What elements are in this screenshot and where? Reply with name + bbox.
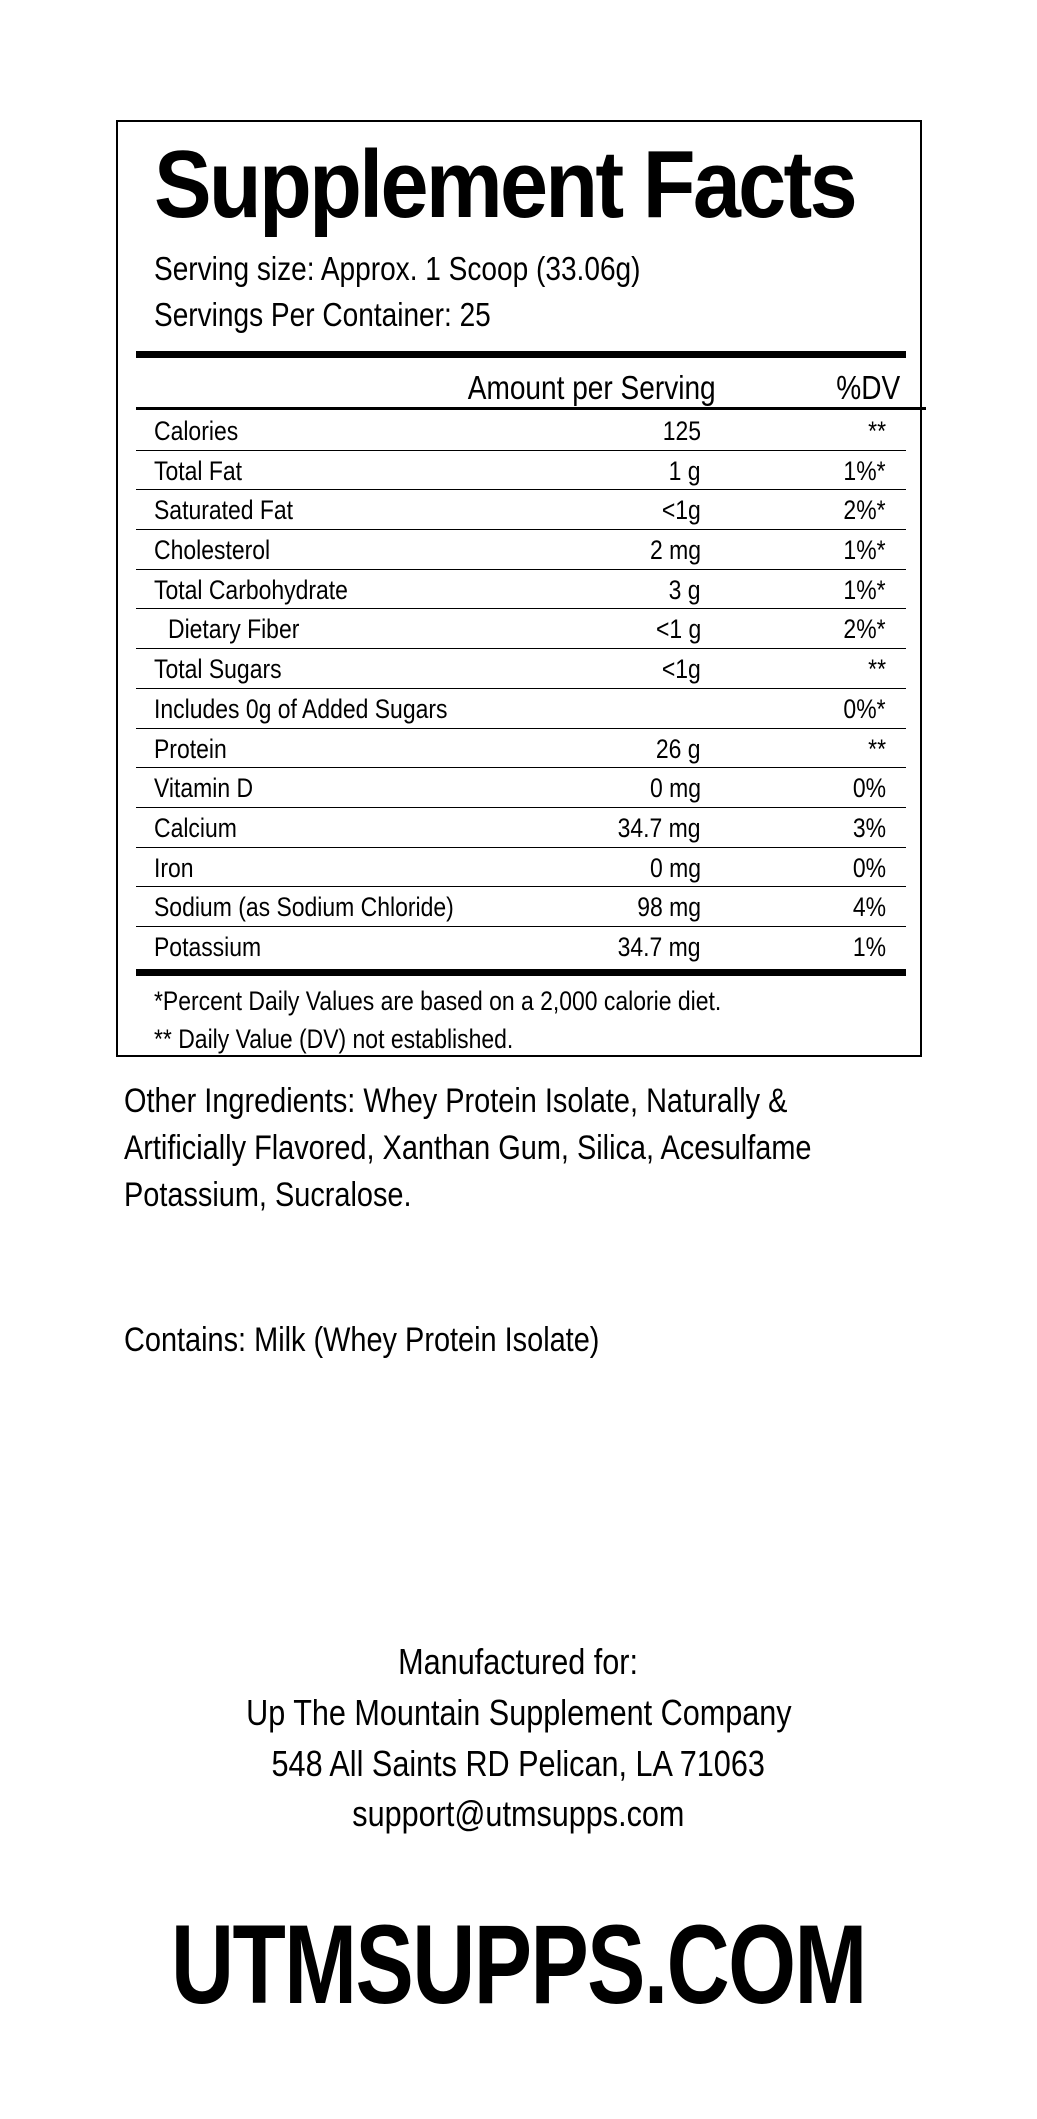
website-text: UTMSUPPS.COM — [171, 1902, 866, 2027]
other-ingredients: Other Ingredients: Whey Protein Isolate, Naturally & Artificially Flavored, Xanthan Gum, Silica, Acesulfame Potassium, Sucralose. — [124, 1082, 812, 1214]
nutrient-amount: <1g — [662, 495, 701, 526]
dv-header: %DV — [836, 369, 900, 406]
nutrient-name: Saturated Fat — [154, 495, 294, 526]
nutrient-name: Total Sugars — [154, 654, 282, 685]
nutrient-amount: <1g — [662, 654, 701, 685]
nutrient-amount: 34.7 mg — [618, 931, 701, 962]
nutrient-amount: 2 mg — [649, 535, 701, 566]
bottom-divider — [136, 969, 906, 976]
nutrient-dv: 3% — [852, 812, 886, 843]
website-wordmark — [0, 1898, 1037, 2032]
nutrient-amount: <1 g — [655, 614, 701, 645]
footnote-dv-not-established: ** Daily Value (DV) not established. — [154, 1024, 514, 1054]
table-row — [136, 530, 906, 570]
allergen-statement: Contains: Milk (Whey Protein Isolate) — [124, 1321, 600, 1359]
nutrient-dv: 1% — [852, 931, 886, 962]
nutrient-amount: 3 g — [669, 574, 701, 605]
nutrient-dv: ** — [868, 654, 886, 685]
table-row — [136, 609, 906, 649]
nutrient-dv: ** — [868, 416, 886, 446]
nutrient-name: Cholesterol — [154, 535, 271, 566]
nutrient-dv: ** — [868, 733, 886, 764]
company-address-text: 548 All Saints RD Pelican, LA 71063 — [271, 1743, 766, 1784]
nutrient-name: Calories — [154, 416, 239, 446]
nutrient-dv: 2%* — [843, 495, 886, 526]
nutrient-name: Protein — [154, 733, 227, 764]
panel-title: Supplement Facts — [154, 131, 855, 238]
table-row — [136, 768, 906, 808]
nutrient-dv: 2%* — [843, 614, 886, 645]
nutrient-name: Sodium (as Sodium Chloride) — [154, 892, 454, 923]
top-divider — [136, 351, 906, 358]
company-address — [0, 1742, 1037, 1785]
table-header — [136, 366, 926, 410]
nutrient-amount: 34.7 mg — [618, 812, 701, 843]
nutrient-dv: 0%* — [843, 693, 886, 724]
table-row — [136, 808, 906, 848]
nutrient-dv: 1%* — [843, 574, 886, 605]
nutrient-name: Calcium — [154, 812, 237, 843]
nutrient-name: Total Fat — [154, 455, 243, 486]
company-name — [0, 1691, 1037, 1734]
table-row — [136, 490, 906, 530]
table-row — [136, 411, 906, 451]
servings-per-container: Servings Per Container: 25 — [154, 296, 491, 333]
manufactured-for-label — [0, 1640, 1037, 1683]
nutrient-dv: 4% — [852, 892, 886, 923]
nutrient-table — [136, 411, 906, 967]
manufactured-for-text: Manufactured for: — [398, 1641, 639, 1682]
nutrient-name: Potassium — [154, 931, 262, 962]
serving-size: Serving size: Approx. 1 Scoop (33.06g) — [154, 250, 641, 287]
nutrient-name: Total Carbohydrate — [154, 574, 348, 605]
table-row — [136, 451, 906, 491]
nutrient-amount: 1 g — [669, 455, 701, 486]
nutrient-amount: 98 mg — [637, 892, 701, 923]
table-row — [136, 689, 906, 729]
nutrient-amount: 26 g — [656, 733, 701, 764]
nutrient-dv: 0% — [852, 773, 886, 804]
nutrient-name: Vitamin D — [154, 773, 254, 804]
nutrient-dv: 1%* — [843, 455, 886, 486]
nutrient-dv: 0% — [852, 852, 886, 883]
nutrient-dv: 1%* — [843, 535, 886, 566]
nutrient-amount: 0 mg — [649, 852, 701, 883]
table-row — [136, 887, 906, 927]
nutrient-name: Iron — [154, 852, 194, 883]
amount-per-serving-header: Amount per Serving — [468, 369, 716, 406]
nutrient-name: Includes 0g of Added Sugars — [154, 693, 448, 724]
nutrient-amount: 0 mg — [649, 773, 701, 804]
table-row — [136, 729, 906, 769]
table-row — [136, 927, 906, 967]
support-email — [0, 1792, 1037, 1835]
footnote-daily-values: *Percent Daily Values are based on a 2,000 calorie diet. — [154, 986, 722, 1016]
table-row — [136, 848, 906, 888]
company-name-text: Up The Mountain Supplement Company — [245, 1692, 792, 1733]
support-email-text: support@utmsupps.com — [352, 1793, 685, 1834]
nutrient-amount: 125 — [662, 416, 701, 446]
nutrient-name: Dietary Fiber — [168, 614, 300, 645]
supplement-facts-panel — [116, 120, 922, 1057]
table-row — [136, 570, 906, 610]
table-row — [136, 649, 906, 689]
